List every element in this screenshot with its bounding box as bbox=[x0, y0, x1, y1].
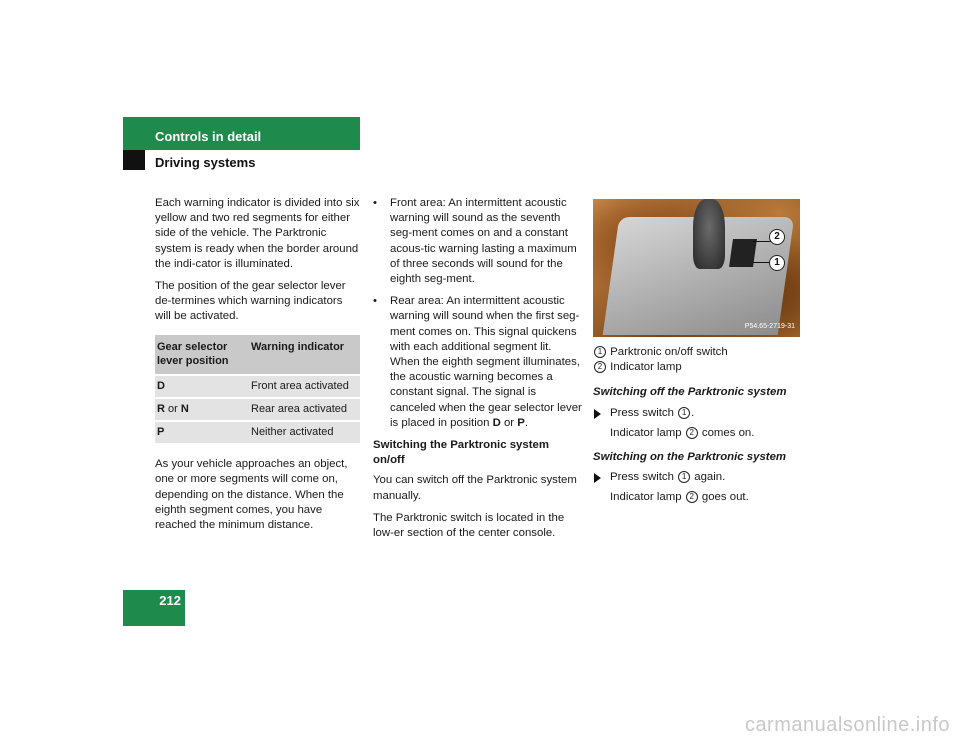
bullet-end: . bbox=[524, 416, 529, 429]
page-number-box bbox=[123, 590, 185, 626]
ref-number: 2 bbox=[686, 427, 698, 439]
or-text: or bbox=[164, 402, 181, 415]
step-result bbox=[593, 490, 803, 505]
section-title: Controls in detail bbox=[155, 129, 262, 144]
step bbox=[593, 470, 803, 485]
paragraph: You can switch off the Parktronic system manually. bbox=[373, 474, 577, 502]
arrow-icon bbox=[594, 409, 601, 419]
table-cell bbox=[155, 421, 249, 443]
subsection-title: Driving systems bbox=[155, 155, 256, 170]
legend-item bbox=[593, 345, 803, 360]
result-text: Indicator lamp bbox=[610, 491, 685, 504]
table-cell bbox=[155, 398, 249, 421]
paragraph: Each warning indicator is divided into six yellow and two red segments for either side of the vehicle. The Parktronic system is ready when the border around the indi-cator is illuminated. bbox=[155, 197, 360, 270]
step-result bbox=[593, 426, 803, 441]
or-text: or bbox=[500, 416, 518, 429]
gear-position: P bbox=[157, 426, 165, 439]
paragraph: As your vehicle approaches an object, one or more segments will come on, depending on the distance. When the eighth segment comes, you have reached the minimum distance. bbox=[155, 458, 348, 532]
result-text: Indicator lamp bbox=[610, 426, 685, 439]
bullet-front-area: • Front area: An intermittent acoustic warning will sound as the seventh seg-ment comes on and a constant acous-tic warning lasting a maximum of three seconds will sound for the eighth seg-ment. bbox=[373, 196, 583, 287]
result-text: goes out. bbox=[698, 491, 749, 504]
table-cell bbox=[155, 375, 249, 398]
photo-code: P54.65-2719-31 bbox=[744, 322, 795, 330]
column-2 bbox=[373, 196, 583, 548]
legend-number: 2 bbox=[594, 361, 606, 373]
column-3 bbox=[593, 196, 803, 506]
gear-position: N bbox=[180, 402, 189, 415]
step-text: again. bbox=[691, 471, 726, 484]
callout-1: 1 bbox=[769, 255, 785, 271]
step-text: . bbox=[691, 406, 695, 419]
column-header: Warning indicator bbox=[249, 335, 360, 375]
gear-position: D bbox=[157, 379, 165, 392]
column-header: Gear selector lever position bbox=[155, 335, 249, 375]
ref-number: 1 bbox=[678, 471, 690, 483]
paragraph: The position of the gear selector lever de-termines which warning indicators will be activated. bbox=[155, 280, 346, 323]
bullet-rear-area bbox=[373, 294, 583, 431]
table-row bbox=[155, 421, 360, 443]
subsection-marker bbox=[123, 150, 145, 170]
legend-item bbox=[593, 360, 803, 375]
watermark: carmanualsonline.info bbox=[744, 714, 950, 736]
table-row bbox=[155, 398, 360, 421]
page-number: 212 bbox=[159, 593, 181, 608]
gear-lever bbox=[693, 199, 725, 269]
step-text: Press switch bbox=[610, 406, 678, 419]
section-heading: Switching on the Parktronic system bbox=[593, 451, 787, 464]
gear-selector-table bbox=[155, 335, 360, 444]
section-heading: Switching the Parktronic system on/off bbox=[373, 439, 549, 467]
table-row bbox=[155, 375, 360, 398]
table-cell: Neither activated bbox=[249, 421, 360, 443]
table-cell: Front area activated bbox=[249, 375, 360, 398]
step bbox=[593, 406, 803, 421]
gear-position: P bbox=[517, 416, 525, 429]
bullet-text: Rear area: An intermittent acoustic warning will sound when the first seg-ment comes on. This signal quickens with each additional segment lit. When the eighth segment illuminates, the acoustic warning becomes a constant signal. The signal is canceled when the gear selector lever is placed in position bbox=[390, 295, 582, 429]
legend-number: 1 bbox=[594, 346, 606, 358]
ref-number: 1 bbox=[678, 407, 690, 419]
table-cell: Rear area activated bbox=[249, 398, 360, 421]
ref-number: 2 bbox=[686, 491, 698, 503]
legend-text: Parktronic on/off switch bbox=[610, 346, 728, 358]
gear-position: R bbox=[157, 402, 165, 415]
result-text: comes on. bbox=[698, 426, 755, 439]
section-heading: Switching off the Parktronic system bbox=[593, 386, 787, 399]
gear-position: D bbox=[492, 416, 501, 429]
legend-text: Indicator lamp bbox=[610, 361, 682, 374]
column-1 bbox=[155, 196, 360, 540]
paragraph: The Parktronic switch is located in the low-er section of the center console. bbox=[373, 511, 565, 540]
table-header-row bbox=[155, 335, 360, 375]
callout-2: 2 bbox=[769, 229, 785, 245]
step-text: Press switch bbox=[610, 471, 678, 484]
arrow-icon bbox=[594, 473, 601, 483]
center-console-photo bbox=[593, 199, 800, 337]
